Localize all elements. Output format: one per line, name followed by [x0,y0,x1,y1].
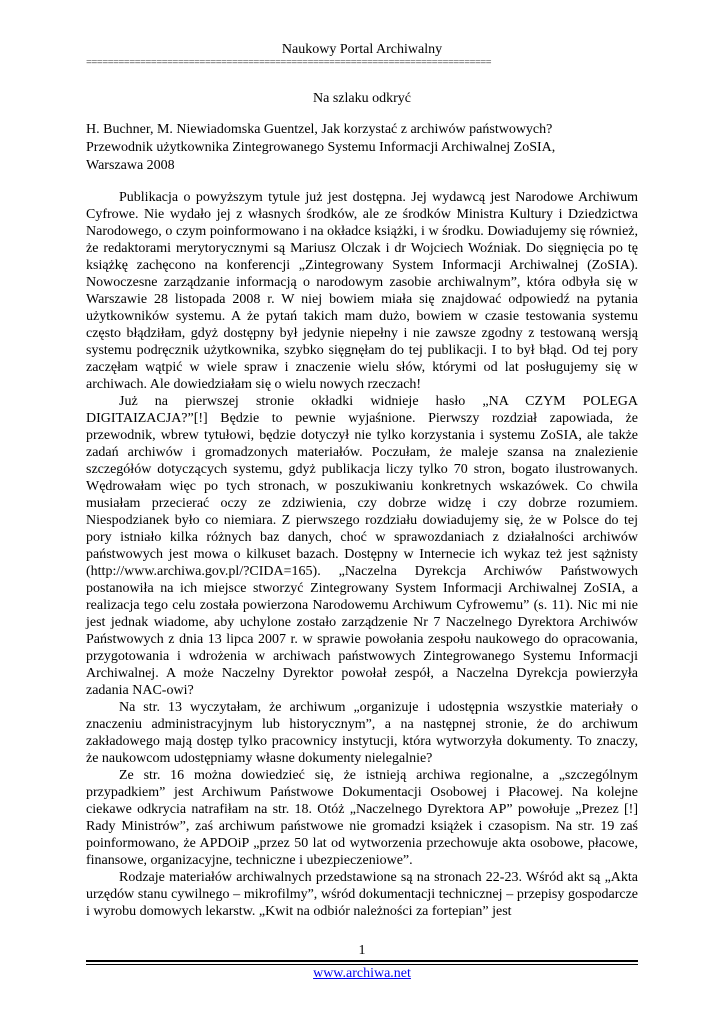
citation-line: Warszawa 2008 [86,158,175,173]
body-text [86,189,638,920]
header-rule: =========================================================================== [86,60,492,69]
footer-link-wrapper [0,966,724,982]
paragraph: Publikacja o powyższym tytule już jest dostępna. Jej wydawcą jest Narodowe Archiwum Cyfrowe. Nie wydało jej z własnych środków, ale ze środków Ministra Kultury i Dziedzictwa Narodowego, o czym poinformowano i na okładce książki, i w środku. Dowiadujemy się również, że redaktorami merytorycznymi są Mariusz Olczak i dr Wojciech Woźniak. Do sięgnięcia po tę książkę zachęcono na konferencji „Zintegrowany System Informacji Archiwalnej (ZoSIA). Nowoczesne zarządzanie informacją o narodowym zasobie archiwalnym”, która odbyła się w Warszawie 28 listopada 2008 r. W niej bowiem miała się znajdować odpowiedź na pytania użytkowników systemu. A że pytań takich mam dużo, bowiem w czasie testowania systemu często błądziłam, gdyż dostępny był jedynie niepełny i nie zawsze zgodny z testowaną wersją systemu podręcznik użytkownika, szybko sięgnęłam do tej publikacji. I to był błąd. Od tej pory zaczęłam wątpić w wiele spraw i znaczenie wielu słów, którymi od lat posługujemy się w archiwach. Ale dowiedziałam się o wielu nowych rzeczach! [86,190,638,392]
header-title: Naukowy Portal Archiwalny [281,42,443,57]
paragraph: Rodzaje materiałów archiwalnych przedstawione są na stronach 22-23. Wśród akt są „Akta urzędów stanu cywilnego – mikrofilmy”, wśród dokumentacji technicznej – przepisy gospodarcze i wyrobu domowych lekarstw. „Kwit na odbiór należności za fortepian” jest [86,870,638,919]
footer-link[interactable]: www.archiwa.net [313,966,411,981]
citation [86,121,638,175]
paragraph: Na str. 13 wyczytałam, że archiwum „organizuje i udostępnia wszystkie materiały o znaczeniu administracyjnym lub historycznym”, a na następnej stronie, że do archiwum zakładowego mają dostęp tylko pracownicy instytucji, która wytworzyła dokumenty. To znaczy, że naukowcom udostępniamy własne dokumenty nielegalnie? [86,700,638,766]
footer-rule [86,960,638,965]
citation-line: Przewodnik użytkownika Zintegrowanego Systemu Informacji Archiwalnej ZoSIA, [86,140,556,155]
citation-line: H. Buchner, M. Niewiadomska Guentzel, Jak korzystać z archiwów państwowych? [86,122,553,137]
page-number: 1 [358,943,366,958]
paragraph: Ze str. 16 można dowiedzieć się, że istnieją archiwa regionalne, a „szczególnym przypadkiem” jest Archiwum Państwowe Dokumentacji Osobowej i Płacowej. Na kolejne ciekawe odkrycia natrafiłam na str. 18. Otóż „Naczelnego Dyrektora AP” powołuje „Prezez [!] Rady Ministrów”, zaś archiwum państwowe nie gromadzi książek i czasopism. Na str. 19 zaś poinformowano, że APDOiP „przez 50 lat od wytworzenia przechowuje akta osobowe, płacowe, finansowe, organizacyjne, techniczne i ubezpieczeniowe”. [86,768,638,868]
paragraph: Już na pierwszej stronie okładki widnieje hasło „NA CZYM POLEGA DIGITAIZACJA?”[!] Będzie to pewnie wyjaśnione. Pierwszy rozdział zapowiada, że przewodnik, wbrew tytułowi, będzie dotyczył nie tylko korzystania i systemu ZoSIA, ale także zadań archiwów i gromadzonych materiałów. Poczułam, że maleje szansa na znalezienie szczegółów dotyczących systemu, gdyż publikacja liczy tylko 70 stron, bogato ilustrowanych. Wędrowałam więc po tych stronach, w poszukiwaniu konkretnych wskazówek. Co chwila musiałam przecierać oczy ze zdziwienia, czy dobrze widzę i czy dobrze rozumiem. Niespodzianek było co niemiara. Z pierwszego rozdziału dowiadujemy się, że w Polsce do tej pory istniało kilka różnych baz danych, choć w sprawozdaniach z działalności archiwów państwowych jest mowa o kilkuset bazach. Dostępny w Internecie ich wykaz też jest sążnisty (http://www.archiwa.gov.pl/?CIDA=165). „Naczelna Dyrekcja Archiwów Państwowych postanowiła na ich miejsce stworzyć Zintegrowany System Informacji Archiwalnej ZoSIA, a realizacja tego celu została powierzona Narodowemu Archiwum Cyfrowemu” (s. 11). Nic mi nie jest jednak wiadome, aby uchylone zostało zarządzenie Nr 7 Naczelnego Dyrektora Archiwów Państwowych z dnia 13 lipca 2007 r. w sprawie powołania zespołu naukowego do opracowania, przygotowania i wdrożenia w archiwach państwowych Zintegrowanego Systemu Informacji Archiwalnej. A może Naczelny Dyrektor powołał zespół, a Naczelna Dyrekcja powierzyła zadania NAC-owi? [86,394,638,698]
section-title: Na szlaku odkryć [313,91,411,106]
